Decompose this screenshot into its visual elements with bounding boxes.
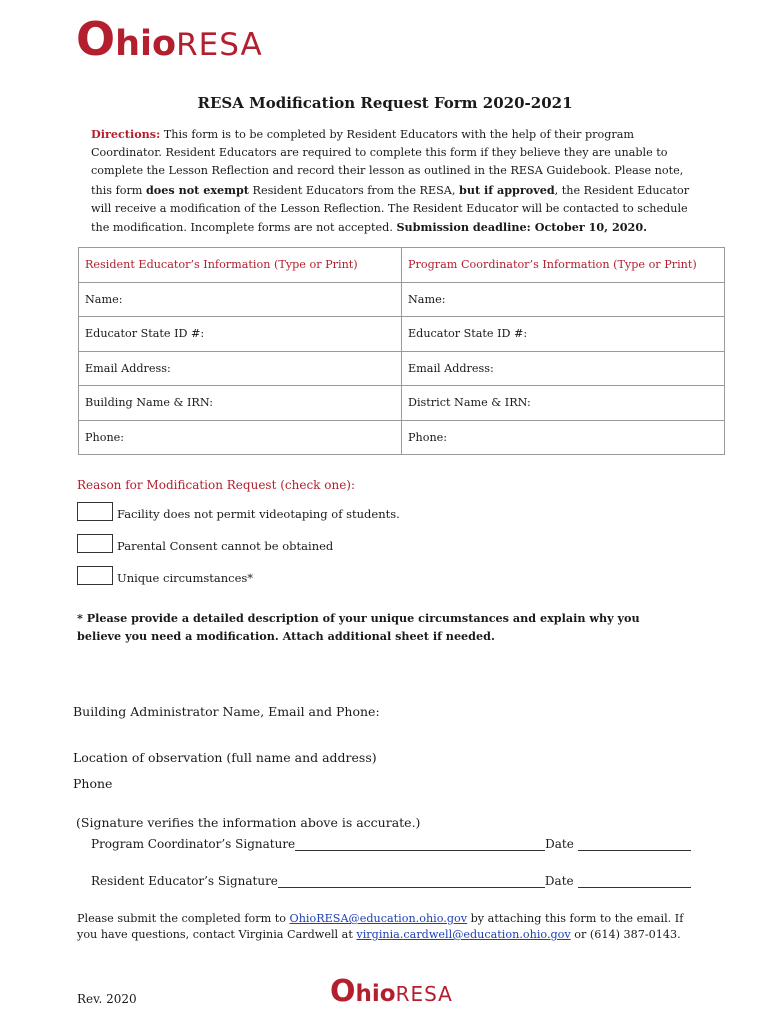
footer-logo-resa: RESA	[395, 982, 453, 1006]
directions-text-3: , the Resident Educator will receive a modification of the Lesson Reflection. The Resident Educator will be contacted to schedule the modification. Incomplete forms are not accepted.	[91, 183, 690, 235]
directions-text-2: Resident Educators from the RESA,	[248, 183, 459, 197]
table-row	[79, 386, 725, 421]
educator-date-line[interactable]	[578, 875, 691, 888]
reason-option-label: Facility does not permit videotaping of students.	[117, 507, 400, 521]
directions-bold-1: does not exempt	[145, 182, 249, 197]
ohioresa-email-link[interactable]: OhioRESA@education.ohio.gov	[289, 912, 468, 925]
educator-signature-label: Resident Educator’s Signature	[91, 874, 278, 888]
reason-option-parental-consent	[77, 534, 333, 553]
educator-name-field[interactable]: Name:	[79, 282, 402, 317]
reason-option-facility	[77, 502, 400, 521]
directions-paragraph	[91, 125, 707, 237]
facility-checkbox[interactable]	[77, 502, 113, 521]
table-row	[79, 317, 725, 352]
reason-title: Reason for Modification Request (check one):	[77, 478, 356, 492]
date-label: Date	[545, 837, 574, 851]
revision-label: Rev. 2020	[77, 992, 137, 1006]
coordinator-name-field[interactable]: Name:	[402, 282, 725, 317]
signature-note: (Signature verifies the information above is accurate.)	[76, 815, 421, 830]
coordinator-signature-line[interactable]	[295, 838, 545, 851]
submit-text-3: or (614) 387-0143.	[570, 928, 681, 941]
table-row	[79, 351, 725, 386]
header-logo	[76, 12, 263, 66]
directions-label: Directions:	[91, 127, 161, 141]
directions-text-1: This form is to be completed by Resident Educators with the help of their program Coordinator. Resident Educators are required to complete this form if they believe they are unable to complete the Lesson Reflection and record their lesson as outlined in the RESA Guidebook. Please note, this form	[91, 128, 684, 197]
logo-o: O	[76, 12, 116, 66]
coordinator-signature-label: Program Coordinator’s Signature	[91, 837, 296, 851]
reason-option-label: Parental Consent cannot be obtained	[117, 539, 334, 553]
unique-circumstances-note: * Please provide a detailed description of your unique circumstances and explain why you believe you need a modification. Attach additional sheet if needed.	[77, 611, 640, 643]
footer-logo	[330, 974, 453, 1009]
coordinator-email-field[interactable]: Email Address:	[402, 351, 725, 386]
coordinator-signature-row	[91, 837, 691, 851]
submission-deadline: Submission deadline: October 10, 2020.	[396, 220, 648, 235]
footer-logo-o: O	[330, 974, 356, 1009]
location-label: Location of observation (full name and address)	[73, 750, 377, 765]
phone-label: Phone	[73, 776, 113, 791]
submit-text-1: Please submit the completed form to	[77, 912, 290, 925]
date-label: Date	[544, 874, 574, 888]
educator-phone-field[interactable]: Phone:	[79, 420, 402, 455]
coordinator-date-line[interactable]	[578, 838, 691, 851]
educator-state-id-field[interactable]: Educator State ID #:	[79, 317, 402, 352]
info-table	[78, 247, 725, 455]
cardwell-email-link[interactable]: virginia.cardwell@education.ohio.gov	[356, 928, 571, 941]
coordinator-state-id-field[interactable]: Educator State ID #:	[402, 317, 725, 352]
admin-label: Building Administrator Name, Email and Phone:	[73, 704, 380, 719]
coordinator-phone-field[interactable]: Phone:	[402, 420, 725, 455]
table-row	[79, 282, 725, 317]
reason-option-unique	[77, 566, 253, 585]
logo-hio: hio	[115, 24, 177, 64]
district-name-irn-field[interactable]: District Name & IRN:	[402, 386, 725, 421]
footer-logo-hio: hio	[355, 981, 396, 1007]
resident-educator-header: Resident Educator’s Information (Type or Print)	[79, 248, 402, 283]
educator-signature-row	[91, 874, 691, 888]
program-coordinator-header: Program Coordinator’s Information (Type or Print)	[402, 248, 725, 283]
reason-option-label: Unique circumstances*	[117, 571, 254, 585]
logo-resa: RESA	[176, 27, 263, 63]
page-title: RESA Modification Request Form 2020-2021	[197, 94, 573, 112]
unique-circumstances-checkbox[interactable]	[77, 566, 113, 585]
submission-instructions	[77, 911, 707, 943]
table-header-row	[79, 248, 725, 283]
submit-text-2: by attaching this form to the email. If you have questions, contact Virginia Cardwell at	[77, 912, 684, 941]
table-row	[79, 420, 725, 455]
parental-consent-checkbox[interactable]	[77, 534, 113, 553]
educator-email-field[interactable]: Email Address:	[79, 351, 402, 386]
directions-bold-2: but if approved	[459, 182, 555, 197]
educator-signature-line[interactable]	[278, 875, 545, 888]
building-name-irn-field[interactable]: Building Name & IRN:	[79, 386, 402, 421]
